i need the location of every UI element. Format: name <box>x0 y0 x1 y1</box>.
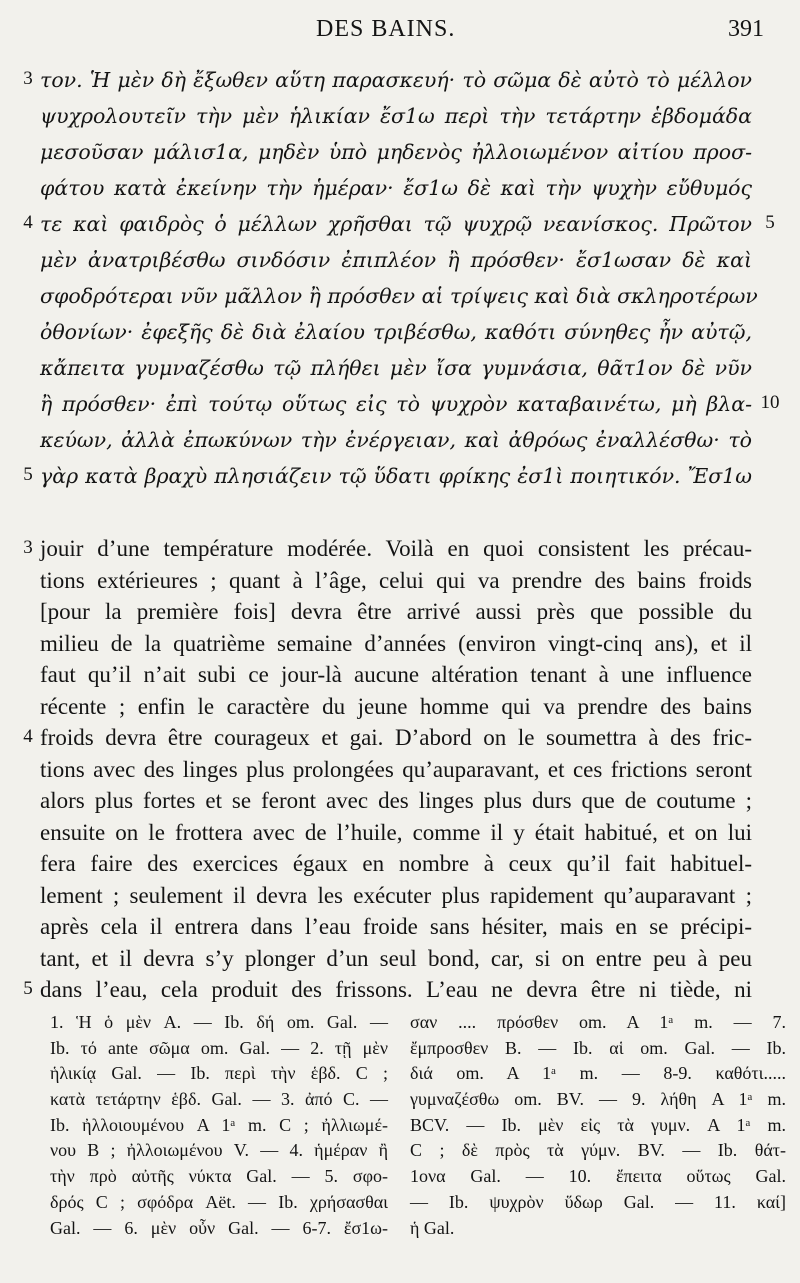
french-line-text: [pour la première fois] devra être arrivé aussi près que possible du <box>40 599 752 624</box>
greek-line <box>0 422 800 462</box>
section-number: 3 <box>23 68 33 89</box>
greek-line <box>0 170 800 210</box>
greek-line-text: σφοδρότεραι νῦν μᾶλλον ἢ πρόσθεν αἱ τρίψεις καὶ διὰ σκληροτέρων <box>40 284 758 308</box>
french-text-block <box>0 531 800 1011</box>
french-line-text: tant, et il devra s’y plonger d’un seul bond, car, si on entre peu à peu <box>40 945 752 971</box>
running-header <box>0 14 800 50</box>
note-line: 1. Ἡ ὁ μὲν A. — Ib. δή om. Gal. — <box>50 1012 388 1032</box>
french-line-text: alors plus fortes et se feront avec des linges plus durs que de coutume ; <box>40 788 752 813</box>
note-line: δρός C ; σφόδρα Aët. — Ib. χρήσασθαι <box>50 1191 388 1212</box>
greek-line <box>0 350 800 390</box>
note-line: Gal. — 6. μὲν οὖν Gal. — 6-7. ἔσ1ω- <box>50 1217 388 1238</box>
french-line-text: lement ; seulement il devra les exécuter plus rapidement qu’auparavant ; <box>40 882 752 908</box>
greek-line-text: τε καὶ φαιδρὸς ὁ μέλλων χρῆσθαι τῷ ψυχρῷ νεανίσκος. Πρῶτον <box>40 212 752 236</box>
notes-column-right <box>410 1010 786 1241</box>
line-number: 5 <box>765 212 775 233</box>
notes-column-left <box>50 1010 388 1241</box>
note-line: Ib. ἠλλοιουμένου A 1ᵃ m. C ; ἠλλιωμέ- <box>50 1114 388 1135</box>
greek-line <box>0 314 800 354</box>
note-line: τὴν πρὸ αὐτῆς νύκτα Gal. — 5. σφο- <box>50 1166 388 1187</box>
greek-line-text: ἢ πρόσθεν· ἐπὶ τούτῳ οὕτως εἰς τὸ ψυχρὸν καταβαινέτω, μὴ βλα- <box>40 392 752 416</box>
french-line-text: après cela il entrera dans l’eau froide sans hésiter, mais en se précipi- <box>40 914 752 939</box>
french-line-text: dans l’eau, cela produit des frissons. L’eau ne devra être ni tiède, ni <box>40 977 752 1002</box>
french-line-text: ensuite on le frottera avec de l’huile, comme il y était habitué, et on lui <box>40 819 752 845</box>
page-number: 391 <box>728 16 764 42</box>
note-line: διά om. A 1ᵃ m. — 8-9. καθότι..... <box>410 1063 786 1084</box>
note-line: σαν .... πρόσθεν om. A 1ᵃ m. — 7. <box>410 1012 786 1032</box>
section-number: 4 <box>23 212 33 233</box>
french-line-text: faut qu’il n’ait subi ce jour-là aucune altération tenant à une influence <box>40 662 752 687</box>
note-line: C ; δὲ πρὸς τὰ γύμν. BV. — Ib. θάτ- <box>410 1140 786 1161</box>
section-number: 4 <box>23 726 33 747</box>
greek-line-text: γὰρ κατὰ βραχὺ πλησιάζειν τῷ ὕδατι φρίκης ἐσ1ὶ ποιητικόν. Ἔσ1ω <box>40 464 752 488</box>
critical-notes <box>0 1010 800 1270</box>
greek-line-text: ὀθονίων· ἐφεξῆς δὲ διὰ ἐλαίου τριβέσθω, καθότι σύνηθες ἦν αὐτῷ, <box>40 320 752 344</box>
french-line-text: fera faire des exercices égaux en nombre à ceux qu’il fait habituel- <box>40 851 752 876</box>
greek-line <box>0 278 800 318</box>
greek-line-text: μὲν ἀνατριβέσθω σινδόσιν ἐπιπλέον ἢ πρόσθεν· ἔσ1ωσαν δὲ καὶ <box>40 248 752 272</box>
section-number: 3 <box>23 537 33 558</box>
note-line: ἡ Gal. <box>410 1217 455 1238</box>
french-line-text: milieu de la quatrième semaine d’années (environ vingt-cinq ans), et il <box>40 630 752 656</box>
note-line: γυμναζέσθω om. BV. — 9. λήθη A 1ᵃ m. <box>410 1089 786 1110</box>
french-line <box>0 972 800 1012</box>
french-line-text: récente ; enfin le caractère du jeune homme qui va prendre des bains <box>40 693 752 719</box>
greek-line <box>0 458 800 498</box>
greek-line <box>0 206 800 246</box>
greek-line <box>0 98 800 138</box>
note-line: Ib. τό ante σῶμα om. Gal. — 2. τῇ μὲν <box>50 1037 388 1058</box>
greek-line <box>0 62 800 102</box>
french-line-text: tions extérieures ; quant à l’âge, celui qui va prendre des bains froids <box>40 567 752 593</box>
section-number: 5 <box>23 978 33 999</box>
note-line: ἡλικίᾳ Gal. — Ib. περὶ τὴν ἑβδ. C ; <box>50 1063 388 1084</box>
french-line-text: jouir d’une température modérée. Voilà en quoi consistent les précau- <box>40 536 752 561</box>
greek-line <box>0 242 800 282</box>
french-line-text: froids devra être courageux et gai. D’abord on le soumettra à des fric- <box>40 725 752 750</box>
running-title: DES BAINS. <box>316 16 456 42</box>
section-number: 5 <box>23 464 33 485</box>
note-line: BCV. — Ib. μὲν εἰς τὰ γυμν. A 1ᵃ m. <box>410 1114 786 1135</box>
greek-line-text: τον. Ἡ μὲν δὴ ἔξωθεν αὕτη παρασκευή· τὸ σῶμα δὲ αὐτὸ τὸ μέλλον <box>40 68 752 92</box>
greek-line-text: φάτου κατὰ ἐκείνην τὴν ἡμέραν· ἔσ1ω δὲ καὶ τὴν ψυχὴν εὔθυμός <box>40 176 752 200</box>
greek-line-text: κἄπειτα γυμναζέσθω τῷ πλήθει μὲν ἴσα γυμνάσια, θᾶτ1ον δὲ νῦν <box>40 356 752 380</box>
greek-text-block <box>0 62 800 512</box>
greek-line-text: ψυχρολουτεῖν τὴν μὲν ἡλικίαν ἔσ1ω περὶ τὴν τετάρτην ἑβδομάδα <box>40 104 752 128</box>
note-line: ἔμπροσθεν B. — Ib. αἱ om. Gal. — Ib. <box>410 1037 786 1058</box>
note-line: κατὰ τετάρτην ἑβδ. Gal. — 3. ἀπό C. — <box>50 1089 388 1110</box>
greek-line-text: κεύων, ἀλλὰ ἐπωκύνων τὴν ἐνέργειαν, καὶ ἀθρόως ἐναλλέσθω· τὸ <box>40 428 752 452</box>
line-number: 10 <box>760 392 780 413</box>
greek-line-text: μεσοῦσαν μάλισ1α, μηδὲν ὑπὸ μηδενὸς ἠλλοιωμένον αἰτίου προσ- <box>40 140 752 164</box>
note-line: 1ονα Gal. — 10. ἔπειτα οὕτως Gal. <box>410 1166 786 1187</box>
note-line: νου B ; ἠλλοιωμένου V. — 4. ἡμέραν ἢ <box>50 1140 388 1161</box>
french-line-text: tions avec des linges plus prolongées qu’auparavant, et ces frictions seront <box>40 756 752 782</box>
note-line: — Ib. ψυχρὸν ὕδωρ Gal. — 11. καί] <box>410 1191 786 1212</box>
greek-line <box>0 386 800 426</box>
greek-line <box>0 134 800 174</box>
